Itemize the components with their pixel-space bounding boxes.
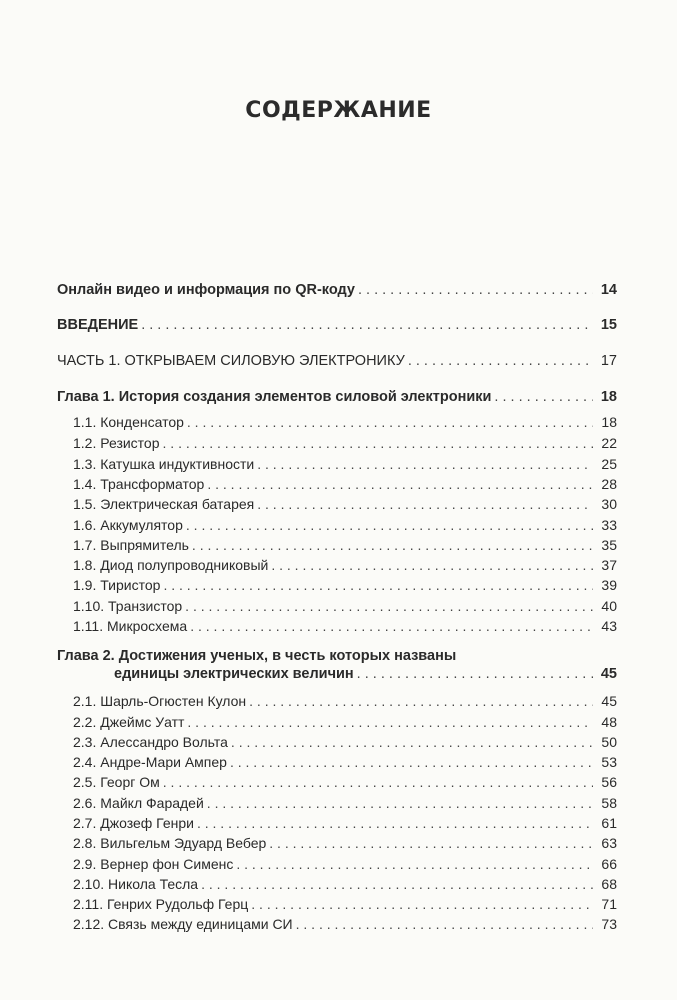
- toc-entry-label: ЧАСТЬ 1. ОТКРЫВАЕМ СИЛОВУЮ ЭЛЕКТРОНИКУ: [57, 353, 405, 369]
- dot-leader: [269, 834, 593, 852]
- toc-entry-page: 18: [600, 389, 617, 405]
- dot-leader: [271, 556, 593, 574]
- dot-leader: [257, 495, 593, 513]
- toc-item-label: 2.4. Андре-Мари Ампер: [73, 754, 227, 770]
- toc-item-label: 1.10. Транзистор: [73, 598, 183, 614]
- toc-item-page: 56: [601, 774, 617, 790]
- toc-item[interactable]: [73, 794, 617, 812]
- toc-item-page: 71: [601, 896, 617, 912]
- toc-entry-label: Онлайн видео и информация по QR-коду: [57, 282, 355, 298]
- toc-entry-qr[interactable]: [57, 281, 617, 299]
- toc-item-label: 2.10. Никола Тесла: [73, 876, 199, 892]
- toc-item-label: 1.4. Трансформатор: [73, 476, 205, 492]
- toc-item-label: 2.6. Майкл Фарадей: [73, 795, 204, 811]
- dot-leader: [163, 773, 593, 791]
- toc-item[interactable]: [73, 773, 617, 791]
- toc-item[interactable]: [73, 617, 617, 635]
- toc-item-label: 2.2. Джеймс Уатт: [73, 714, 185, 730]
- dot-leader: [187, 713, 593, 731]
- toc-item[interactable]: [73, 556, 617, 574]
- toc-item-label: 2.7. Джозеф Генри: [73, 815, 194, 831]
- dot-leader: [207, 794, 593, 812]
- toc-item[interactable]: [73, 915, 617, 933]
- dot-leader: [185, 597, 593, 615]
- toc-entry-introduction[interactable]: [57, 316, 617, 334]
- toc-item-page: 45: [601, 693, 617, 709]
- toc-item-page: 25: [601, 456, 617, 472]
- toc-item-label: 1.1. Конденсатор: [73, 414, 184, 430]
- toc-item-label: 1.6. Аккумулятор: [73, 517, 183, 533]
- toc-item-page: 22: [601, 435, 617, 451]
- toc-item-page: 43: [601, 618, 617, 634]
- dot-leader: [141, 316, 593, 334]
- toc-item-label: 2.8. Вильгельм Эдуард Вебер: [73, 835, 267, 851]
- toc-item-page: 58: [601, 795, 617, 811]
- toc-item-page: 73: [601, 916, 617, 932]
- toc-entry-label: Глава 1. История создания элементов силовой электроники: [57, 389, 492, 405]
- dot-leader: [163, 434, 593, 452]
- toc-item[interactable]: [73, 413, 617, 431]
- toc-item-page: 39: [601, 577, 617, 593]
- toc-entry-page: 15: [600, 317, 617, 333]
- toc-item-page: 33: [601, 517, 617, 533]
- toc-item[interactable]: [73, 536, 617, 554]
- toc-item-page: 63: [601, 835, 617, 851]
- toc-entry-label: Глава 2. Достижения ученых, в честь которых названы: [57, 648, 457, 664]
- toc-item-label: 1.7. Выпрямитель: [73, 537, 189, 553]
- toc-item-page: 53: [601, 754, 617, 770]
- toc-item[interactable]: [73, 753, 617, 771]
- toc-item[interactable]: [73, 495, 617, 513]
- dot-leader: [358, 281, 593, 299]
- toc-item-page: 28: [601, 476, 617, 492]
- toc-item-page: 30: [601, 496, 617, 512]
- toc-item-page: 18: [601, 414, 617, 430]
- toc-item-page: 66: [601, 856, 617, 872]
- dot-leader: [236, 855, 593, 873]
- toc-item-label: 1.5. Электрическая батарея: [73, 496, 255, 512]
- toc-item-page: 68: [601, 876, 617, 892]
- toc-item-label: 2.12. Связь между единицами СИ: [73, 916, 293, 932]
- dot-leader: [494, 388, 593, 406]
- toc-item[interactable]: [73, 895, 617, 913]
- toc-item[interactable]: [73, 733, 617, 751]
- toc-item[interactable]: [73, 516, 617, 534]
- toc-entry-label-continued: единицы электрических величин: [114, 666, 354, 682]
- dot-leader: [257, 455, 593, 473]
- dot-leader: [186, 516, 593, 534]
- dot-leader: [197, 814, 593, 832]
- dot-leader: [357, 665, 593, 683]
- toc-item-label: 1.9. Тиристор: [73, 577, 161, 593]
- dot-leader: [408, 352, 593, 370]
- toc-item[interactable]: [73, 855, 617, 873]
- toc-item-label: 2.3. Алессандро Вольта: [73, 734, 228, 750]
- toc-item-label: 1.8. Диод полупроводниковый: [73, 557, 269, 573]
- dot-leader: [187, 413, 593, 431]
- toc-item-page: 40: [601, 598, 617, 614]
- toc-entry-part1[interactable]: [57, 352, 617, 370]
- dot-leader: [163, 576, 593, 594]
- toc-item-label: 1.2. Резистор: [73, 435, 160, 451]
- toc-item-page: 48: [601, 714, 617, 730]
- toc-item[interactable]: [73, 834, 617, 852]
- toc-item-label: 1.3. Катушка индуктивности: [73, 456, 255, 472]
- toc-entry-label: ВВЕДЕНИЕ: [57, 317, 139, 333]
- toc-item[interactable]: [73, 713, 617, 731]
- toc-item-label: 2.9. Вернер фон Сименс: [73, 856, 234, 872]
- toc-item[interactable]: [73, 455, 617, 473]
- toc-entry-page: 14: [600, 282, 617, 298]
- toc-item[interactable]: [73, 692, 617, 710]
- dot-leader: [201, 875, 593, 893]
- toc-entry-page: 17: [600, 353, 617, 369]
- toc-chapter-2[interactable]: [57, 647, 617, 683]
- dot-leader: [231, 733, 593, 751]
- dot-leader: [207, 475, 593, 493]
- toc-item-page: 61: [601, 815, 617, 831]
- toc-item-page: 37: [601, 557, 617, 573]
- toc-item-label: 2.11. Генрих Рудольф Герц: [73, 896, 249, 912]
- dot-leader: [190, 617, 593, 635]
- toc-item[interactable]: [73, 875, 617, 893]
- toc-item-label: 2.1. Шарль-Огюстен Кулон: [73, 693, 247, 709]
- dot-leader: [192, 536, 593, 554]
- toc-item[interactable]: [73, 814, 617, 832]
- page-title: СОДЕРЖАНИЕ: [245, 98, 432, 123]
- toc-item[interactable]: [73, 597, 617, 615]
- toc-item-label: 2.5. Георг Ом: [73, 774, 160, 790]
- dot-leader: [249, 692, 593, 710]
- dot-leader: [230, 753, 593, 771]
- toc-chapter-1[interactable]: [57, 388, 617, 406]
- toc-item-page: 35: [601, 537, 617, 553]
- dot-leader: [251, 895, 593, 913]
- toc-item-label: 1.11. Микросхема: [73, 618, 188, 634]
- toc-item[interactable]: [73, 576, 617, 594]
- toc-item-page: 50: [601, 734, 617, 750]
- toc-item[interactable]: [73, 434, 617, 452]
- dot-leader: [296, 915, 593, 933]
- toc-entry-page: 45: [600, 666, 617, 682]
- toc-item[interactable]: [73, 475, 617, 493]
